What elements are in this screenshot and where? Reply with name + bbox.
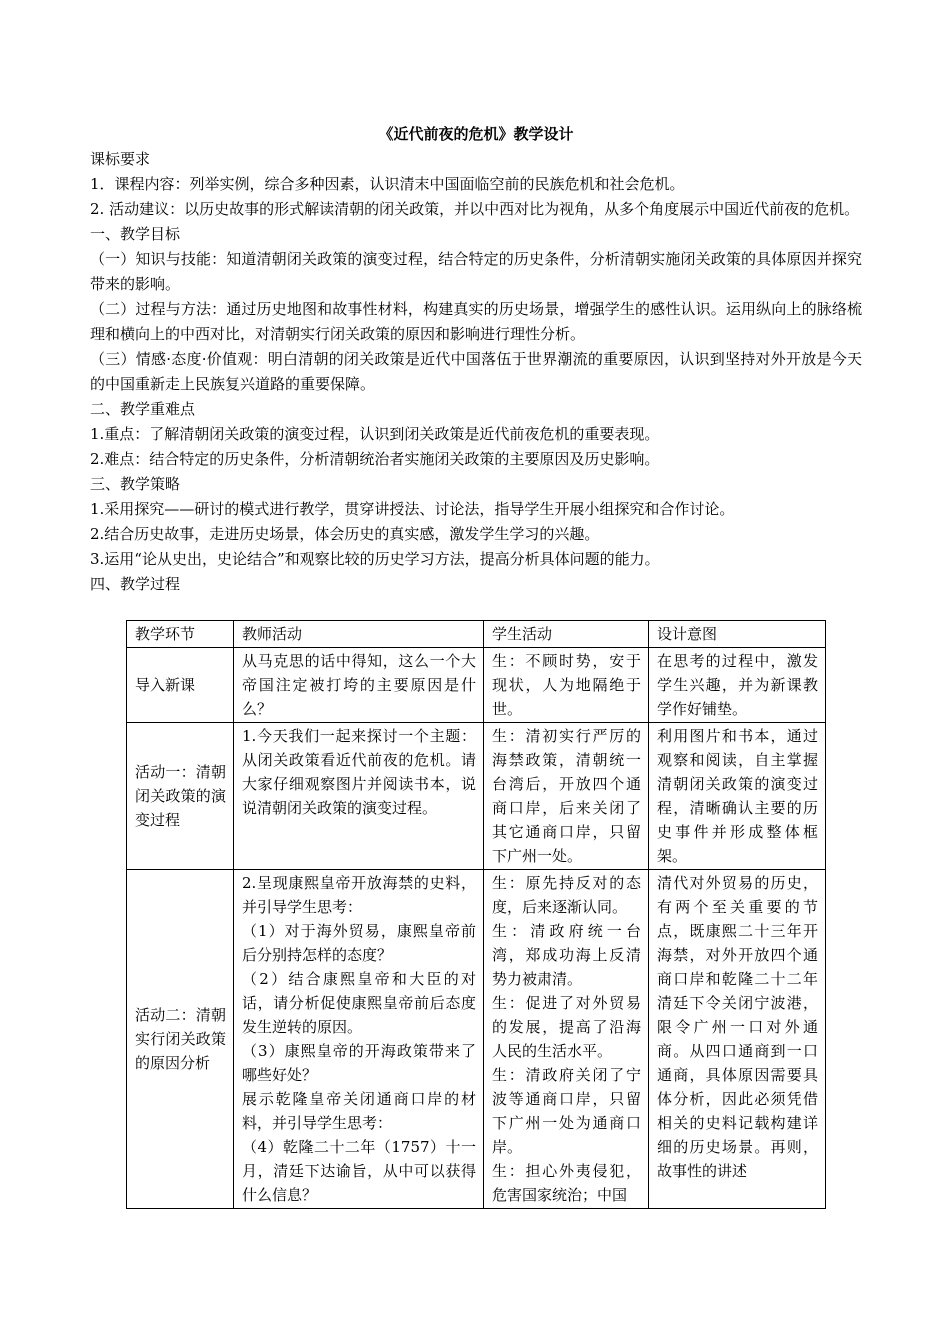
teacher-activity-cell [234, 723, 484, 870]
cell-text: 1.今天我们一起来探讨一个主题：从闭关政策看近代前夜的危机。请大家仔细观察图片并阅读书本，说说清朝闭关政策的演变过程。 [242, 727, 476, 817]
teaching-process-table [126, 620, 826, 1209]
table-row [127, 723, 826, 870]
table-header-cell: 设计意图 [649, 621, 826, 648]
table-header-cell: 教师活动 [234, 621, 484, 648]
cell-text: 2.呈现康熙皇帝开放海禁的史料，并引导学生思考： [242, 874, 476, 916]
cell-text: 生：不顾时势，安于现状，人为地隔绝于世。 [492, 652, 641, 718]
document-body [90, 147, 862, 597]
table-header-row [127, 621, 826, 648]
table-header-cell: 教学环节 [127, 621, 234, 648]
table-row [127, 870, 826, 1209]
cell-text: 清代对外贸易的历史，有两个至关重要的节点，既康熙二十三年开海禁，对外开放四个通商口岸和乾隆二十二年清廷下令关闭宁波港，限令广州一口对外通商。从四口通商到一口通商，具体原因需要具体分析，因此必须凭借相关的史料记载构建详细的历史场景。再则，故事性的讲述 [657, 874, 818, 1180]
paragraph: （三）情感·态度·价值观：明白清朝的闭关政策是近代中国落伍于世界潮流的重要原因，认识到坚持对外开放是今天的中国重新走上民族复兴道路的重要保障。 [90, 350, 862, 393]
cell-text: （2）结合康熙皇帝和大臣的对话，请分析促使康熙皇帝前后态度发生逆转的原因。 [242, 970, 476, 1036]
paragraph: 3.运用“论从史出，史论结合”和观察比较的历史学习方法，提高分析具体问题的能力。 [90, 550, 660, 568]
paragraph: 2. 活动建议：以历史故事的形式解读清朝的闭关政策，并以中西对比为视角，从多个角度展示中国近代前夜的危机。 [90, 200, 860, 218]
cell-text: 生：促进了对外贸易的发展，提高了沿海人民的生活水平。 [492, 994, 641, 1060]
cell-text: 生：清政府统一台湾，郑成功海上反清势力被肃清。 [492, 922, 641, 988]
design-intent-cell [649, 870, 826, 1209]
paragraph: （二）过程与方法：通过历史地图和故事性材料，构建真实的历史场景，增强学生的感性认识。运用纵向上的脉络梳理和横向上的中西对比，对清朝实行闭关政策的原因和影响进行理性分析。 [90, 300, 862, 343]
section-heading: 四、教学过程 [90, 575, 181, 593]
student-activity-cell [484, 648, 649, 723]
student-activity-cell [484, 870, 649, 1209]
segment-cell: 活动一：清朝闭关政策的演变过程 [127, 723, 234, 870]
teacher-activity-cell [234, 648, 484, 723]
teacher-activity-cell [234, 870, 484, 1209]
segment-cell: 导入新课 [127, 648, 234, 723]
cell-text: （4）乾隆二十二年（1757）十一月，清廷下达谕旨，从中可以获得什么信息？ [242, 1138, 476, 1204]
section-heading: 课标要求 [90, 150, 151, 168]
cell-text: 生：清政府关闭了宁波等通商口岸，只留下广州一处为通商口岸。 [492, 1066, 641, 1156]
student-activity-cell [484, 723, 649, 870]
table-row [127, 648, 826, 723]
paragraph: （一）知识与技能：知道清朝闭关政策的演变过程，结合特定的历史条件，分析清朝实施闭关政策的具体原因并探究带来的影响。 [90, 250, 862, 293]
paragraph: 2.难点：结合特定的历史条件，分析清朝统治者实施闭关政策的主要原因及历史影响。 [90, 450, 660, 468]
cell-text: 生：原先持反对的态度，后来逐渐认同。 [492, 874, 641, 916]
cell-text: （1）对于海外贸易，康熙皇帝前后分别持怎样的态度？ [242, 922, 476, 964]
section-heading: 一、教学目标 [90, 225, 181, 243]
cell-text: 生：清初实行严厉的海禁政策，清朝统一台湾后，开放四个通商口岸，后来关闭了其它通商口岸，只留下广州一处。 [492, 727, 641, 865]
design-intent-cell [649, 723, 826, 870]
paragraph: 1.重点：了解清朝闭关政策的演变过程，认识到闭关政策是近代前夜危机的重要表现。 [90, 425, 660, 443]
section-heading: 二、教学重难点 [90, 400, 196, 418]
document-title: 《近代前夜的危机》教学设计 [378, 125, 574, 143]
cell-text: （3）康熙皇帝的开海政策带来了哪些好处？ [242, 1042, 476, 1084]
cell-text: 利用图片和书本，通过观察和阅读，自主掌握清朝闭关政策的演变过程，清晰确认主要的历史事件并形成整体框架。 [657, 727, 818, 865]
table-header-cell: 学生活动 [484, 621, 649, 648]
cell-text: 从马克思的话中得知，这么一个大帝国注定被打垮的主要原因是什么？ [242, 652, 476, 718]
cell-text: 展示乾隆皇帝关闭通商口岸的材料，并引导学生思考： [242, 1090, 476, 1132]
section-heading: 三、教学策略 [90, 475, 181, 493]
cell-text: 在思考的过程中，激发学生兴趣，并为新课教学作好铺垫。 [657, 652, 818, 718]
segment-cell: 活动二：清朝实行闭关政策的原因分析 [127, 870, 234, 1209]
paragraph: 2.结合历史故事，走进历史场景，体会历史的真实感，激发学生学习的兴趣。 [90, 525, 600, 543]
design-intent-cell [649, 648, 826, 723]
paragraph: 1.采用探究——研讨的模式进行教学，贯穿讲授法、讨论法，指导学生开展小组探究和合作讨论。 [90, 500, 735, 518]
paragraph: 1．课程内容：列举实例，综合多种因素，认识清末中国面临空前的民族危机和社会危机。 [90, 175, 685, 193]
cell-text: 生：担心外夷侵犯，危害国家统治；中国 [492, 1162, 641, 1204]
